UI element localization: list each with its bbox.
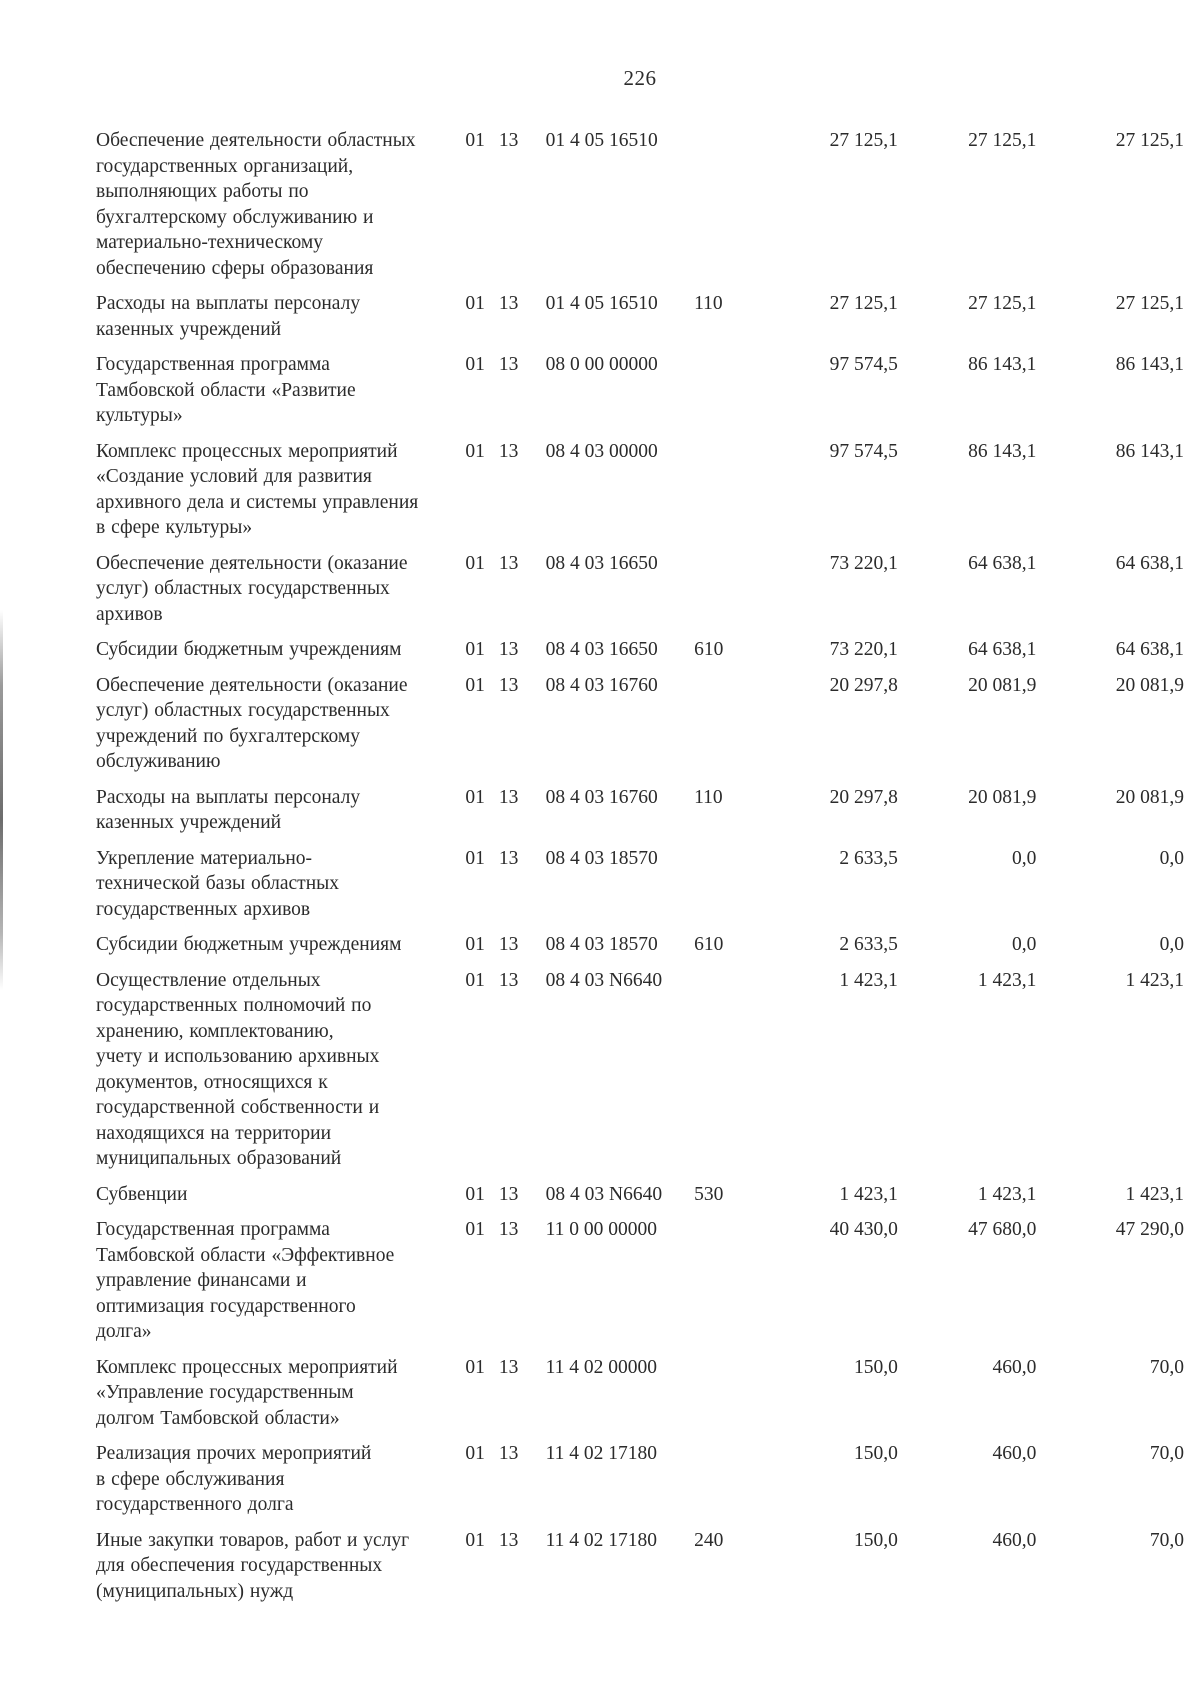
row-rz: 01	[465, 440, 485, 462]
table-row	[96, 1528, 1188, 1615]
row-section-code	[457, 439, 545, 551]
row-amount-year-3: 1 423,1	[1125, 969, 1184, 991]
row-pr: 13	[498, 674, 519, 696]
row-amount-year-3: 27 125,1	[1115, 293, 1184, 314]
row-target-code: 08 4 03 16650	[545, 552, 658, 574]
row-name-line: Расходы на выплаты персоналу	[96, 786, 361, 808]
row-name-line: государственной собственности и	[96, 1097, 380, 1118]
row-name-line: (муниципальных) нужд	[96, 1580, 294, 1602]
row-amount-year-1: 27 125,1	[829, 293, 898, 314]
row-name-line: Комплекс процессных мероприятий	[96, 1356, 398, 1378]
row-name	[96, 673, 457, 785]
row-target-code: 08 4 03 16760	[545, 786, 658, 808]
row-expense-type: 110	[694, 786, 723, 808]
row-target-code: 08 0 00 00000	[545, 354, 658, 375]
row-pr: 13	[498, 934, 519, 955]
row-name-line: оптимизация государственного	[96, 1295, 356, 1317]
row-rz: 01	[465, 1219, 485, 1240]
row-expense-type	[694, 439, 756, 551]
row-name-line: долга»	[96, 1321, 152, 1342]
row-section-code	[457, 291, 545, 352]
table-row	[96, 128, 1188, 291]
row-name-line: государственного долга	[96, 1494, 294, 1515]
row-section-code	[457, 128, 545, 291]
row-name-line: Государственная программа	[96, 354, 330, 375]
row-amount-year-2: 20 081,9	[968, 786, 1037, 808]
row-name-line: архивов	[96, 603, 163, 625]
row-name	[96, 785, 457, 846]
row-pr: 13	[498, 786, 519, 808]
row-amount-year-3: 1 423,1	[1125, 1183, 1184, 1205]
row-name-line: Реализация прочих мероприятий	[96, 1443, 372, 1464]
row-pr: 13	[498, 354, 519, 375]
budget-table	[96, 128, 1188, 1614]
row-name	[96, 846, 457, 933]
row-name-line: долгом Тамбовской области»	[96, 1407, 340, 1429]
row-expense-type	[694, 1441, 756, 1528]
row-pr: 13	[498, 1219, 519, 1240]
row-amount-year-3: 70,0	[1149, 1356, 1184, 1378]
row-name	[96, 1528, 457, 1615]
row-name-line: учреждений по бухгалтерскому	[96, 725, 361, 747]
table-row	[96, 1355, 1188, 1442]
table-row	[96, 932, 1188, 968]
row-amount-year-3: 64 638,1	[1115, 552, 1184, 574]
table-row	[96, 291, 1188, 352]
row-name-line: Расходы на выплаты персоналу	[96, 293, 361, 314]
row-pr: 13	[498, 969, 519, 991]
row-pr: 13	[498, 1356, 519, 1378]
row-expense-type	[694, 1355, 756, 1442]
row-pr: 13	[498, 847, 519, 869]
row-amount-year-2: 0,0	[1012, 934, 1037, 955]
table-row	[96, 352, 1188, 439]
row-section-code	[457, 1182, 545, 1218]
row-amount-year-3: 47 290,0	[1115, 1219, 1184, 1240]
row-name-line: государственных организаций,	[96, 155, 354, 177]
row-name-line: в сфере обслуживания	[96, 1468, 285, 1490]
row-name	[96, 551, 457, 638]
row-pr: 13	[498, 440, 519, 462]
row-amount-year-1: 150,0	[854, 1443, 898, 1464]
row-expense-type	[694, 968, 756, 1182]
row-name-line: Государственная программа	[96, 1219, 330, 1240]
row-rz: 01	[465, 786, 485, 808]
row-name-line: услуг) областных государственных	[96, 578, 390, 599]
row-name-line: культуры»	[96, 405, 183, 426]
row-section-code	[457, 1528, 545, 1615]
row-target-code: 01 4 05 16510	[545, 293, 658, 314]
row-target-code: 08 4 03 16650	[545, 639, 658, 660]
row-expense-type: 610	[694, 639, 724, 660]
row-section-code	[457, 1355, 545, 1442]
row-amount-year-2: 86 143,1	[968, 440, 1037, 462]
row-amount-year-1: 73 220,1	[829, 639, 898, 660]
row-amount-year-2: 460,0	[992, 1529, 1037, 1551]
row-name	[96, 932, 457, 968]
row-amount-year-1: 2 633,5	[839, 847, 898, 869]
row-amount-year-1: 1 423,1	[839, 1183, 898, 1205]
row-target-code: 08 4 03 N6640	[545, 1183, 663, 1205]
row-rz: 01	[465, 552, 485, 574]
row-rz: 01	[465, 293, 485, 314]
row-name-line: услуг) областных государственных	[96, 700, 390, 721]
row-expense-type	[694, 846, 756, 933]
row-name-line: технической базы областных	[96, 873, 339, 894]
table-row	[96, 846, 1188, 933]
row-rz: 01	[465, 639, 485, 660]
row-expense-type: 530	[694, 1183, 724, 1205]
row-section-code	[457, 932, 545, 968]
table-row	[96, 673, 1188, 785]
row-name	[96, 1355, 457, 1442]
row-target-code: 08 4 03 18570	[545, 934, 658, 955]
row-target-code: 11 4 02 17180	[545, 1443, 658, 1464]
row-pr: 13	[498, 639, 519, 660]
row-name-line: в сфере культуры»	[96, 517, 253, 538]
row-amount-year-3: 86 143,1	[1115, 440, 1184, 462]
row-amount-year-3: 70,0	[1149, 1443, 1184, 1464]
table-row	[96, 1182, 1188, 1218]
row-name	[96, 1441, 457, 1528]
row-expense-type	[694, 128, 756, 291]
row-target-code: 11 4 02 17180	[545, 1529, 658, 1551]
row-name-line: государственных полномочий по	[96, 995, 372, 1016]
row-name-line: Тамбовской области «Эффективное	[96, 1244, 395, 1266]
row-amount-year-1: 40 430,0	[829, 1219, 898, 1240]
row-name-line: документов, относящихся к	[96, 1071, 328, 1093]
row-amount-year-2: 1 423,1	[977, 1183, 1037, 1205]
row-section-code	[457, 968, 545, 1182]
row-rz: 01	[465, 1443, 485, 1464]
row-amount-year-1: 2 633,5	[839, 934, 898, 955]
table-row	[96, 785, 1188, 846]
row-name-line: выполняющих работы по	[96, 181, 309, 202]
row-amount-year-2: 0,0	[1012, 847, 1037, 869]
row-name-line: казенных учреждений	[96, 318, 282, 340]
table-body	[96, 128, 1188, 1614]
row-rz: 01	[465, 1356, 485, 1378]
row-rz: 01	[465, 969, 485, 991]
row-name-line: Обеспечение деятельности областных	[96, 130, 416, 151]
row-target-code: 08 4 03 18570	[545, 847, 658, 869]
row-expense-type	[694, 551, 756, 638]
row-name-line: находящихся на территории	[96, 1122, 332, 1144]
row-name-line: для обеспечения государственных	[96, 1555, 383, 1576]
row-section-code	[457, 1441, 545, 1528]
row-section-code	[457, 673, 545, 785]
row-pr: 13	[498, 1183, 519, 1205]
row-amount-year-1: 150,0	[854, 1529, 898, 1551]
row-target-code: 08 4 03 N6640	[545, 969, 663, 991]
row-name-line: Субсидии бюджетным учреждениям	[96, 934, 402, 955]
row-name-line: «Управление государственным	[96, 1382, 354, 1403]
row-amount-year-3: 27 125,1	[1115, 130, 1184, 151]
row-name-line: Обеспечение деятельности (оказание	[96, 674, 408, 696]
row-name	[96, 439, 457, 551]
row-target-code: 11 4 02 00000	[545, 1356, 658, 1378]
row-pr: 13	[498, 1443, 519, 1464]
row-amount-year-2: 64 638,1	[968, 552, 1037, 574]
row-amount-year-1: 1 423,1	[839, 969, 898, 991]
row-amount-year-2: 64 638,1	[968, 639, 1037, 660]
row-name-line: «Создание условий для развития	[96, 466, 372, 487]
row-expense-type	[694, 1217, 756, 1355]
row-amount-year-2: 1 423,1	[977, 969, 1037, 991]
row-amount-year-1: 27 125,1	[829, 130, 898, 151]
row-section-code	[457, 785, 545, 846]
row-amount-year-1: 97 574,5	[829, 440, 898, 462]
table-row	[96, 1441, 1188, 1528]
row-section-code	[457, 551, 545, 638]
row-name-line: архивного дела и системы управления	[96, 491, 419, 513]
row-expense-type	[694, 673, 756, 785]
row-name	[96, 291, 457, 352]
row-rz: 01	[465, 1183, 485, 1205]
row-name-line: Тамбовской области «Развитие	[96, 379, 356, 401]
row-name-line: Иные закупки товаров, работ и услуг	[96, 1529, 410, 1551]
table-row	[96, 439, 1188, 551]
row-pr: 13	[498, 130, 519, 151]
row-section-code	[457, 637, 545, 673]
row-target-code: 01 4 05 16510	[545, 130, 658, 151]
row-name-line: Субвенции	[96, 1183, 188, 1205]
row-amount-year-3: 86 143,1	[1115, 354, 1184, 375]
table-row	[96, 637, 1188, 673]
row-expense-type: 240	[694, 1529, 724, 1551]
table-row	[96, 551, 1188, 638]
row-amount-year-1: 73 220,1	[829, 552, 898, 574]
row-name	[96, 1182, 457, 1218]
row-pr: 13	[498, 1529, 519, 1551]
row-name-line: муниципальных образований	[96, 1148, 342, 1169]
row-name	[96, 968, 457, 1182]
row-rz: 01	[465, 674, 485, 696]
row-expense-type: 610	[694, 934, 724, 955]
row-rz: 01	[465, 1529, 485, 1551]
row-name-line: материально-техническому	[96, 232, 323, 253]
row-expense-type	[694, 352, 756, 439]
row-amount-year-1: 20 297,8	[829, 674, 898, 696]
row-rz: 01	[465, 934, 485, 955]
row-name	[96, 637, 457, 673]
row-amount-year-2: 27 125,1	[968, 130, 1037, 151]
row-amount-year-2: 27 125,1	[968, 293, 1037, 314]
row-name-line: хранению, комплектованию,	[96, 1020, 334, 1042]
row-name-line: учету и использованию архивных	[96, 1046, 380, 1067]
row-amount-year-1: 20 297,8	[829, 786, 898, 808]
row-amount-year-3: 20 081,9	[1115, 674, 1184, 696]
row-name-line: обеспечению сферы образования	[96, 257, 374, 279]
row-amount-year-2: 47 680,0	[968, 1219, 1037, 1240]
row-name-line: Субсидии бюджетным учреждениям	[96, 639, 402, 660]
row-amount-year-1: 150,0	[854, 1356, 898, 1378]
row-amount-year-2: 460,0	[992, 1443, 1037, 1464]
row-amount-year-2: 86 143,1	[968, 354, 1037, 375]
row-rz: 01	[465, 130, 485, 151]
row-amount-year-2: 460,0	[992, 1356, 1037, 1378]
row-amount-year-2: 20 081,9	[968, 674, 1037, 696]
row-name-line: бухгалтерскому обслуживанию и	[96, 206, 374, 228]
row-pr: 13	[498, 552, 519, 574]
row-name-line: Укрепление материально-	[96, 847, 313, 869]
table-row	[96, 1217, 1188, 1355]
row-target-code: 11 0 00 00000	[545, 1219, 658, 1240]
row-target-code: 08 4 03 16760	[545, 674, 658, 696]
table-row	[96, 968, 1188, 1182]
row-amount-year-3: 70,0	[1149, 1529, 1184, 1551]
scan-edge-shadow	[0, 610, 3, 990]
row-pr: 13	[498, 293, 519, 314]
row-name	[96, 128, 457, 291]
row-amount-year-1: 97 574,5	[829, 354, 898, 375]
row-amount-year-3: 0,0	[1159, 934, 1184, 955]
row-name-line: Комплекс процессных мероприятий	[96, 440, 398, 462]
row-name	[96, 1217, 457, 1355]
row-amount-year-3: 64 638,1	[1115, 639, 1184, 660]
row-name-line: казенных учреждений	[96, 812, 282, 833]
row-name	[96, 352, 457, 439]
row-name-line: государственных архивов	[96, 898, 311, 920]
row-amount-year-3: 20 081,9	[1115, 786, 1184, 808]
row-section-code	[457, 352, 545, 439]
row-name-line: Осуществление отдельных	[96, 969, 321, 991]
row-amount-year-3: 0,0	[1159, 847, 1184, 869]
row-rz: 01	[465, 354, 485, 375]
page-number: 226	[623, 66, 657, 90]
row-section-code	[457, 846, 545, 933]
row-target-code: 08 4 03 00000	[545, 440, 658, 462]
row-rz: 01	[465, 847, 485, 869]
row-name-line: Обеспечение деятельности (оказание	[96, 552, 408, 574]
row-section-code	[457, 1217, 545, 1355]
row-name-line: управление финансами и	[96, 1270, 307, 1291]
row-expense-type: 110	[694, 293, 723, 314]
row-name-line: обслуживанию	[96, 751, 221, 772]
